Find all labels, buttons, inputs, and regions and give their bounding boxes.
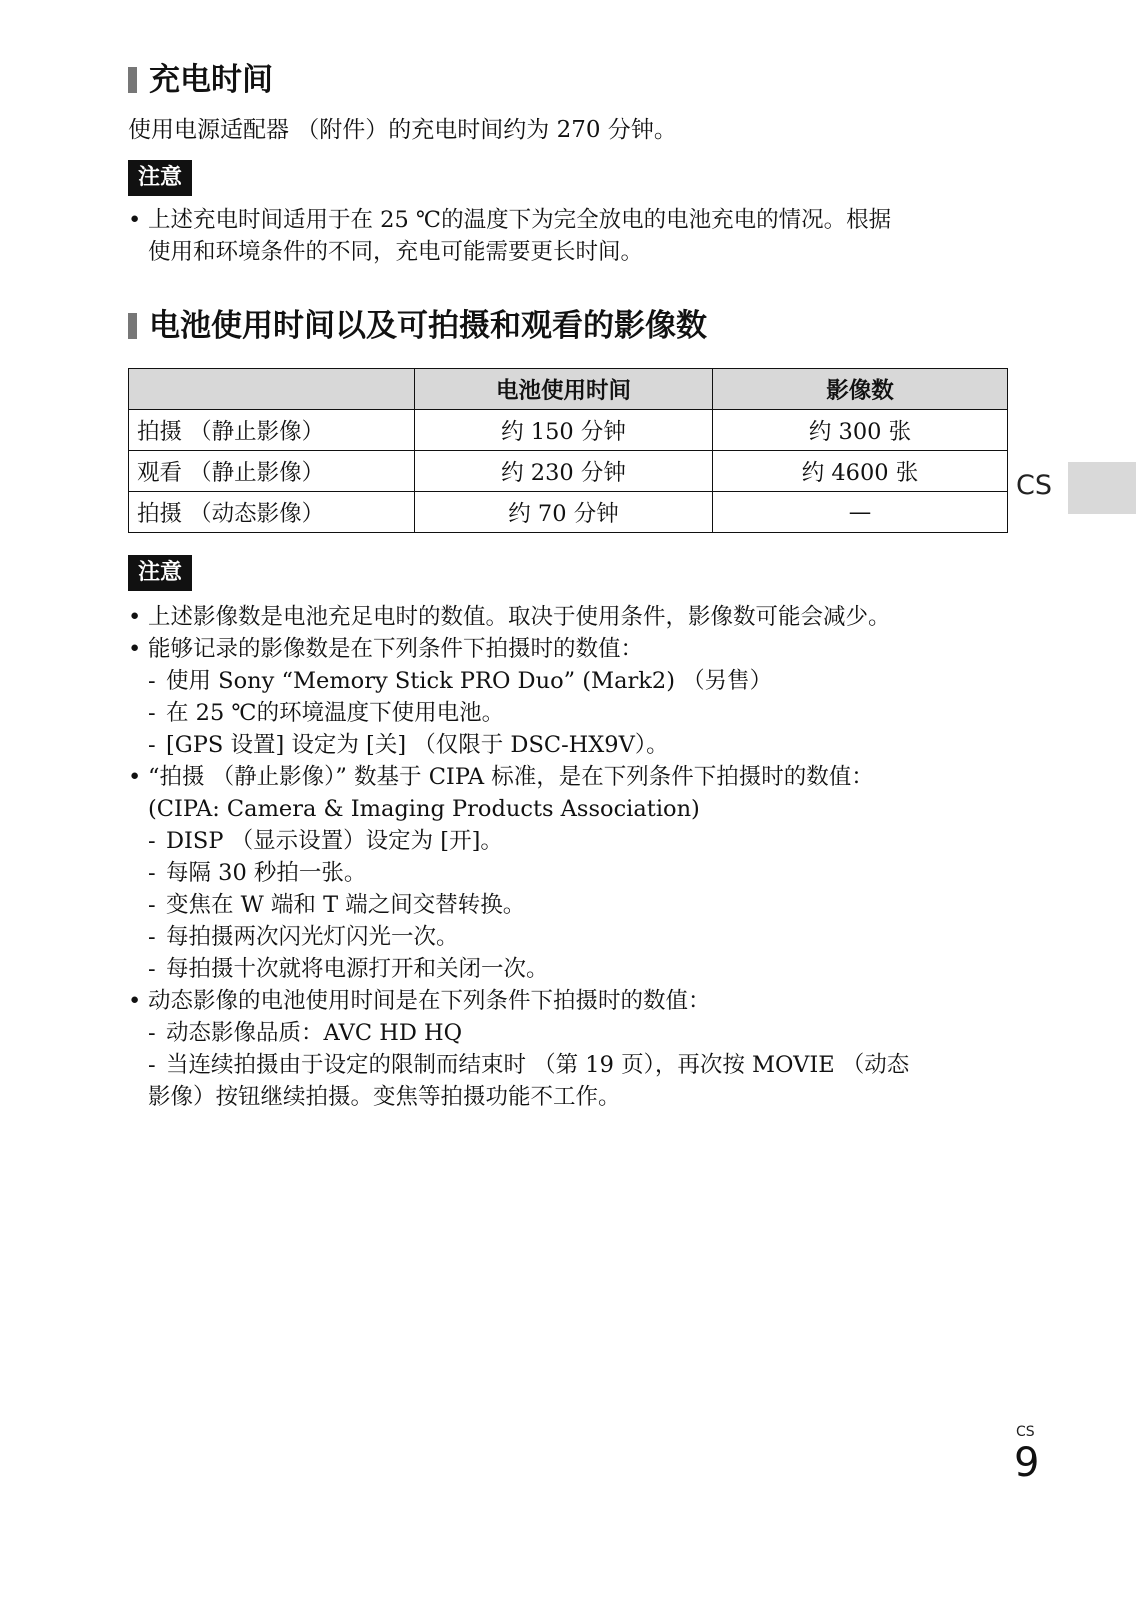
table-header-row xyxy=(129,369,1008,410)
heading-marker xyxy=(128,67,137,93)
note-sub-item: - 在 25 ℃的环境温度下使用电池。 xyxy=(128,697,1028,729)
note-bullet-item: • 上述影像数是电池充足电时的数值。取决于使用条件，影像数可能会减少。 xyxy=(128,601,1028,633)
notes-list-battery xyxy=(128,601,1028,1113)
section-heading-charging xyxy=(128,58,1028,102)
table-cell: 约 4600 张 xyxy=(713,451,1008,492)
note-sub-item: - [GPS 设置] 设定为 [关] （仅限于 DSC-HX9V）。 xyxy=(128,729,1028,761)
charging-time-text: 使用电源适配器 （附件）的充电时间约为 270 分钟。 xyxy=(128,117,677,143)
table-cell: 约 230 分钟 xyxy=(415,451,713,492)
note-sub-item: - 每拍摄十次就将电源打开和关闭一次。 xyxy=(128,953,1028,985)
battery-table xyxy=(128,368,1008,533)
note-bullet-item: • 上述充电时间适用于在 25 ℃的温度下为完全放电的电池充电的情况。根据 xyxy=(128,204,1028,236)
note-label: 注意 xyxy=(128,555,192,591)
note-sub-item: - 动态影像品质：AVC HD HQ xyxy=(128,1017,1028,1049)
note-sub-item: - 每拍摄两次闪光灯闪光一次。 xyxy=(128,921,1028,953)
side-tab xyxy=(1068,462,1136,514)
table-row xyxy=(129,410,1008,451)
table-row xyxy=(129,492,1008,533)
note-continuation: 使用和环境条件的不同，充电可能需要更长时间。 xyxy=(148,239,644,265)
section-heading-battery xyxy=(128,304,1028,348)
table-cell: 拍摄 （动态影像） xyxy=(129,492,415,533)
table-cell: — xyxy=(713,492,1008,533)
section-title: 电池使用时间以及可拍摄和观看的影像数 xyxy=(149,308,707,344)
notes-list-charging xyxy=(128,204,1028,268)
table-cell: 观看 （静止影像） xyxy=(129,451,415,492)
table-cell: 拍摄 （静止影像） xyxy=(129,410,415,451)
table-cell: 约 150 分钟 xyxy=(415,410,713,451)
page-content xyxy=(128,58,1028,1113)
side-tab-label: CS xyxy=(1016,470,1052,501)
page-number: 9 xyxy=(1014,1440,1040,1486)
section-title: 充电时间 xyxy=(149,62,273,98)
note-continuation: (CIPA: Camera & Imaging Products Association) xyxy=(148,796,700,822)
note-bullet-item: • “拍摄 （静止影像）” 数基于 CIPA 标准，是在下列条件下拍摄时的数值： xyxy=(128,761,1028,793)
footer-lang: CS xyxy=(1016,1424,1035,1440)
note-bullet-item: • 动态影像的电池使用时间是在下列条件下拍摄时的数值： xyxy=(128,985,1028,1017)
table-header: 影像数 xyxy=(713,369,1008,410)
heading-marker xyxy=(128,313,137,339)
table-cell: 约 70 分钟 xyxy=(415,492,713,533)
note-sub-item: - 变焦在 W 端和 T 端之间交替转换。 xyxy=(128,889,1028,921)
note-continuation: 影像）按钮继续拍摄。变焦等拍摄功能不工作。 xyxy=(148,1084,621,1110)
table-header xyxy=(129,369,415,410)
note-sub-item: - 当连续拍摄由于设定的限制而结束时 （第 19 页），再次按 MOVIE （动态 xyxy=(128,1049,1028,1081)
table-cell: 约 300 张 xyxy=(713,410,1008,451)
table-header: 电池使用时间 xyxy=(415,369,713,410)
note-sub-item: - DISP （显示设置）设定为 [开]。 xyxy=(128,825,1028,857)
note-sub-item: - 使用 Sony “Memory Stick PRO Duo” (Mark2) （另售） xyxy=(128,665,1028,697)
note-bullet-item: • 能够记录的影像数是在下列条件下拍摄时的数值： xyxy=(128,633,1028,665)
note-label: 注意 xyxy=(128,160,192,196)
table-row xyxy=(129,451,1008,492)
note-sub-item: - 每隔 30 秒拍一张。 xyxy=(128,857,1028,889)
